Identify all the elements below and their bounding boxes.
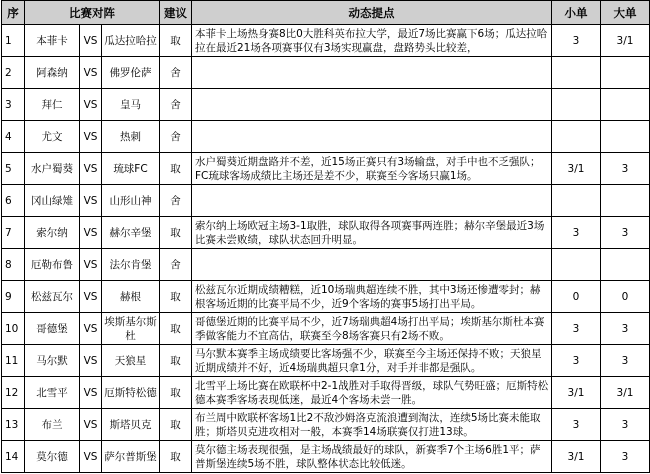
away-team: 赫尔辛堡: [102, 217, 160, 249]
table-row: [2, 153, 650, 185]
header-big: 大单: [601, 1, 650, 25]
dynamics-note: 哥德堡近期的比赛平局不少，近7场瑞典超4场打出平局；埃斯基尔斯杜本赛季做客能力不宜高估，联赛至今8场客赛只有2场不败。: [192, 313, 552, 345]
small-odds: 3/1: [552, 441, 601, 473]
big-odds: 3: [601, 441, 650, 473]
row-number: 1: [2, 25, 25, 57]
small-odds: 3: [552, 409, 601, 441]
big-odds: 0: [601, 281, 650, 313]
vs-label: VS: [80, 345, 102, 377]
recommendation: 取: [160, 345, 192, 377]
vs-label: VS: [80, 121, 102, 153]
away-team: 赫根: [102, 281, 160, 313]
recommendation: 舍: [160, 185, 192, 217]
vs-label: VS: [80, 377, 102, 409]
recommendation: 舍: [160, 249, 192, 281]
big-odds: 3/1: [601, 25, 650, 57]
row-number: 11: [2, 345, 25, 377]
home-team: 松兹瓦尔: [25, 281, 80, 313]
dynamics-note: 本菲卡上场热身赛8比0大胜科英布拉大学，最近7场比赛赢下6场；瓜达拉哈拉在最近21场各项赛事仅有3场实现赢盘，盘路势头比较差，: [192, 25, 552, 57]
dynamics-note: 布兰周中欧联杯客场1比2不敌沙姆洛克流浪遭到淘汰，连续5场比赛未能取胜；斯塔贝克进攻相对一般，本赛季14场联赛仅打进13球。: [192, 409, 552, 441]
dynamics-note: [192, 249, 552, 281]
home-team: 北雪平: [25, 377, 80, 409]
vs-label: VS: [80, 441, 102, 473]
big-odds: [601, 57, 650, 89]
prediction-table: [1, 0, 650, 473]
dynamics-note: 莫尔德主场表现很强，是主场战绩最好的球队，新赛季7个主场6胜1平；萨普斯堡连续5场不胜，球队整体状态比较低迷。: [192, 441, 552, 473]
table-row: [2, 281, 650, 313]
table-row: [2, 377, 650, 409]
row-number: 3: [2, 89, 25, 121]
dynamics-note: [192, 185, 552, 217]
big-odds: 3: [601, 345, 650, 377]
dynamics-note: 松兹瓦尔近期成绩糟糕，近10场瑞典超连续不胜，其中3场还惨遭零封；赫根客场近期的比赛平局不少，近9个客场的赛事5场打出平局。: [192, 281, 552, 313]
big-odds: 3: [601, 153, 650, 185]
row-number: 13: [2, 409, 25, 441]
home-team: 厄勒布鲁: [25, 249, 80, 281]
vs-label: VS: [80, 281, 102, 313]
dynamics-note: [192, 57, 552, 89]
row-number: 10: [2, 313, 25, 345]
table-row: [2, 313, 650, 345]
vs-label: VS: [80, 89, 102, 121]
small-odds: [552, 89, 601, 121]
big-odds: [601, 121, 650, 153]
small-odds: [552, 121, 601, 153]
small-odds: 3/1: [552, 153, 601, 185]
home-team: 阿森纳: [25, 57, 80, 89]
row-number: 4: [2, 121, 25, 153]
home-team: 本菲卡: [25, 25, 80, 57]
recommendation: 取: [160, 217, 192, 249]
big-odds: [601, 249, 650, 281]
away-team: 厄斯特松德: [102, 377, 160, 409]
table-row: [2, 25, 650, 57]
small-odds: [552, 57, 601, 89]
table-row: [2, 57, 650, 89]
away-team: 斯塔贝克: [102, 409, 160, 441]
header-match: 比赛对阵: [25, 1, 160, 25]
away-team: 萨尔普斯堡: [102, 441, 160, 473]
row-number: 5: [2, 153, 25, 185]
away-team: 法尔肯堡: [102, 249, 160, 281]
small-odds: 0: [552, 281, 601, 313]
recommendation: 取: [160, 377, 192, 409]
row-number: 12: [2, 377, 25, 409]
table-row: [2, 409, 650, 441]
home-team: 哥德堡: [25, 313, 80, 345]
dynamics-note: [192, 89, 552, 121]
table-row: [2, 249, 650, 281]
vs-label: VS: [80, 25, 102, 57]
away-team: 山形山神: [102, 185, 160, 217]
recommendation: 取: [160, 313, 192, 345]
recommendation: 舍: [160, 57, 192, 89]
row-number: 7: [2, 217, 25, 249]
home-team: 拜仁: [25, 89, 80, 121]
table-row: [2, 185, 650, 217]
table-row: [2, 121, 650, 153]
dynamics-note: 水户蜀葵近期盘路并不差，近15场正赛只有3场输盘，对手中也不乏强队；FC琉球客场成绩比主场还是差不少，联赛至今客场只赢1场。: [192, 153, 552, 185]
home-team: 尤文: [25, 121, 80, 153]
row-number: 9: [2, 281, 25, 313]
recommendation: 取: [160, 25, 192, 57]
away-team: 热刺: [102, 121, 160, 153]
vs-label: VS: [80, 153, 102, 185]
small-odds: [552, 185, 601, 217]
header-recommendation: 建议: [160, 1, 192, 25]
big-odds: 3: [601, 313, 650, 345]
recommendation: 取: [160, 153, 192, 185]
recommendation: 舍: [160, 121, 192, 153]
big-odds: 3: [601, 409, 650, 441]
recommendation: 取: [160, 409, 192, 441]
away-team: 皇马: [102, 89, 160, 121]
home-team: 马尔默: [25, 345, 80, 377]
row-number: 6: [2, 185, 25, 217]
dynamics-note: [192, 121, 552, 153]
vs-label: VS: [80, 409, 102, 441]
small-odds: 3: [552, 345, 601, 377]
small-odds: 3/1: [552, 377, 601, 409]
away-team: 埃斯基尔斯杜: [102, 313, 160, 345]
row-number: 2: [2, 57, 25, 89]
home-team: 冈山绿雉: [25, 185, 80, 217]
dynamics-note: 北雪平上场比赛在欧联杯中2-1战胜对手取得晋级，球队气势旺盛；厄斯特松德本赛季客场表现低迷，最近4个客场未尝一胜。: [192, 377, 552, 409]
row-number: 8: [2, 249, 25, 281]
header-dynamics: 动态提点: [192, 1, 552, 25]
home-team: 索尔纳: [25, 217, 80, 249]
dynamics-note: 马尔默本赛季主场成绩要比客场强不少，联赛至今主场还保持不败；天狼星近期成绩并不好，近4场瑞典超只拿1分，对手并非都是强队。: [192, 345, 552, 377]
table-row: [2, 217, 650, 249]
small-odds: [552, 249, 601, 281]
header-small: 小单: [552, 1, 601, 25]
header-row: [2, 1, 650, 25]
small-odds: 3: [552, 313, 601, 345]
big-odds: 3: [601, 217, 650, 249]
away-team: 琉球FC: [102, 153, 160, 185]
table-row: [2, 345, 650, 377]
small-odds: 3: [552, 217, 601, 249]
vs-label: VS: [80, 217, 102, 249]
vs-label: VS: [80, 185, 102, 217]
recommendation: 舍: [160, 89, 192, 121]
away-team: 天狼星: [102, 345, 160, 377]
vs-label: VS: [80, 313, 102, 345]
big-odds: [601, 89, 650, 121]
header-no: 序: [2, 1, 25, 25]
home-team: 布兰: [25, 409, 80, 441]
home-team: 水户蜀葵: [25, 153, 80, 185]
table-row: [2, 441, 650, 473]
vs-label: VS: [80, 249, 102, 281]
big-odds: 3/1: [601, 377, 650, 409]
away-team: 瓜达拉哈拉: [102, 25, 160, 57]
row-number: 14: [2, 441, 25, 473]
dynamics-note: 索尔纳上场欧冠主场3-1取胜，球队取得各项赛事两连胜；赫尔辛堡最近3场比赛未尝败绩，球队状态回升明显。: [192, 217, 552, 249]
vs-label: VS: [80, 57, 102, 89]
home-team: 莫尔德: [25, 441, 80, 473]
recommendation: 取: [160, 281, 192, 313]
small-odds: 3: [552, 25, 601, 57]
table-row: [2, 89, 650, 121]
big-odds: [601, 185, 650, 217]
away-team: 佛罗伦萨: [102, 57, 160, 89]
recommendation: 取: [160, 441, 192, 473]
